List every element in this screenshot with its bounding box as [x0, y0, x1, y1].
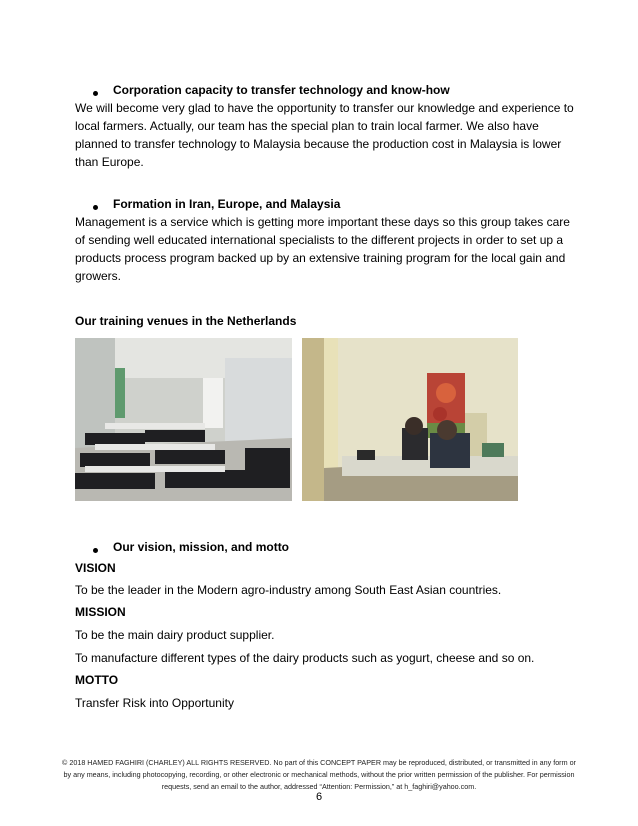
vision-text: To be the leader in the Modern agro-industry among South East Asian countries. — [75, 583, 502, 597]
venues-heading: Our training venues in the Netherlands — [75, 314, 297, 328]
meeting-photo — [302, 338, 518, 501]
section-heading-formation: Formation in Iran, Europe, and Malaysia — [113, 197, 341, 211]
mission-line-2: To manufacture different types of the dairy products such as yogurt, cheese and so on. — [75, 651, 535, 665]
section-body-formation: Management is a service which is getting more important these days so this group takes care of sending well educated international specialists to the different projects in order to set up a products process program backed up by an extensive training program for the local gain and growers. — [75, 215, 570, 283]
page-number: 6 — [315, 791, 323, 803]
bullet-icon — [93, 548, 98, 553]
motto-label: MOTTO — [75, 673, 119, 687]
copyright-footer: © 2018 HAMED FAGHIRI (CHARLEY) ALL RIGHTS RESERVED. No part of this CONCEPT PAPER may be reproduced, distributed, or transmitted in any form or by any means, including photocopying, recording, or other electronic or mechanical methods, without the prior written permission of the publisher. For permission requests, send an email to the author, addressed “Attention: Permission,” at h_faghiri@yahoo.com. — [62, 758, 576, 791]
vision-section-heading: Our vision, mission, and motto — [113, 540, 290, 554]
mission-line-1: To be the main dairy product supplier. — [75, 628, 275, 642]
section-body-technology-transfer: We will become very glad to have the opportunity to transfer our knowledge and experience to local farmers. Actually, our team has the special plan to train local farmer. We also have planned to transfer technology to Malaysia because the production cost in Malaysia is lower than Europe. — [75, 101, 574, 169]
motto-text: Transfer Risk into Opportunity — [75, 696, 234, 710]
bullet-icon — [93, 91, 98, 96]
vision-label: VISION — [75, 561, 116, 575]
classroom-photo — [75, 338, 292, 501]
bullet-icon — [93, 205, 98, 210]
mission-label: MISSION — [75, 605, 126, 619]
section-heading-technology-transfer: Corporation capacity to transfer technology and know-how — [113, 83, 450, 97]
